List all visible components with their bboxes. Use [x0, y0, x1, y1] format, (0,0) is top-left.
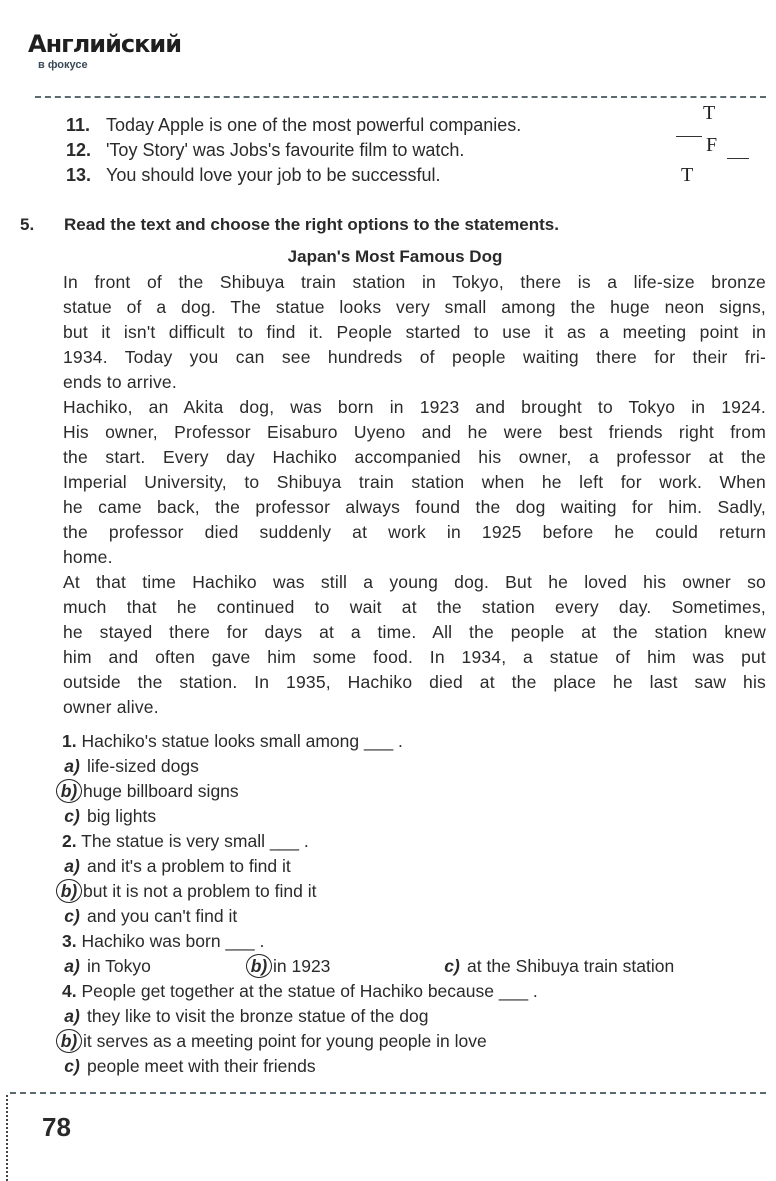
option-text: but it is not a problem to find it — [83, 881, 317, 901]
question-stem — [62, 729, 674, 754]
text-line: home. — [63, 547, 113, 567]
option-letter[interactable]: c) — [444, 956, 460, 976]
option-text: they like to visit the bronze statue of the dog — [87, 1006, 429, 1026]
option-text: in 1923 — [273, 956, 331, 976]
footer-divider — [10, 1092, 766, 1094]
tf-item-11 — [66, 113, 521, 138]
item-number: 13. — [66, 165, 92, 185]
answer-option[interactable] — [62, 1029, 674, 1054]
question-number: 4. — [62, 981, 77, 1001]
option-letter[interactable]: c) — [64, 906, 80, 926]
options-row — [62, 954, 674, 979]
question-number: 2. — [62, 831, 77, 851]
question-number: 3. — [62, 931, 77, 951]
text-line: ends to arrive. — [63, 372, 177, 392]
circled-option-letter[interactable]: b) — [246, 954, 272, 978]
option-letter[interactable]: a) — [64, 856, 80, 876]
answer-option[interactable] — [62, 1004, 674, 1029]
circled-option-letter[interactable]: b) — [56, 779, 82, 803]
option-text: huge billboard signs — [83, 781, 239, 801]
option-letter[interactable]: a) — [64, 1006, 80, 1026]
questions — [62, 729, 674, 1079]
item-text: Today Apple is one of the most powerful companies. — [106, 115, 522, 135]
question-number: 1. — [62, 731, 77, 751]
answer-option[interactable] — [252, 954, 442, 979]
answer-option[interactable] — [62, 954, 252, 979]
item-text: You should love your job to be successful. — [106, 165, 441, 185]
answer-option[interactable] — [62, 1054, 674, 1079]
question-text: The statue is very small ___ . — [81, 831, 309, 851]
text-line: 1934. Today you can see hundreds of people waiting there for their fri- — [63, 347, 766, 367]
tf-item-12 — [66, 138, 464, 163]
text-line: the start. Every day Hachiko accompanied his owner, a professor at the — [63, 447, 766, 467]
answer-option[interactable] — [62, 854, 674, 879]
question-text: Hachiko's statue looks small among ___ . — [81, 731, 403, 751]
header-divider — [35, 96, 766, 98]
question-text: Hachiko was born ___ . — [81, 931, 265, 951]
option-text: big lights — [87, 806, 157, 826]
question-stem — [62, 829, 674, 854]
option-letter[interactable]: c) — [64, 806, 80, 826]
text-line: owner alive. — [63, 697, 159, 717]
answer-option[interactable] — [62, 804, 674, 829]
answer-option[interactable] — [62, 754, 674, 779]
text-line: but it isn't difficult to find it. People started to use it as a meeting point in — [63, 322, 766, 342]
text-line: statue of a dog. The statue looks very small among the huge neon signs, — [63, 297, 766, 317]
option-text: and you can't find it — [87, 906, 238, 926]
answer-mark-12[interactable]: F — [706, 134, 718, 156]
text-line: outside the station. In 1935, Hachiko died at the place he last saw his — [63, 672, 766, 692]
answer-blank — [727, 158, 749, 159]
option-text: life-sized dogs — [87, 756, 199, 776]
answer-mark-11[interactable]: T — [703, 102, 716, 124]
reading-text — [63, 270, 766, 720]
text-line: much that he continued to wait at the station every day. Sometimes, — [63, 597, 766, 617]
text-line: In front of the Shibuya train station in Tokyo, there is a life-size bronze — [63, 272, 766, 292]
option-text: and it's a problem to find it — [87, 856, 291, 876]
margin-dots — [6, 1095, 8, 1181]
option-letter[interactable]: a) — [64, 756, 80, 776]
question-stem — [62, 979, 674, 1004]
text-line: Imperial University, to Shibuya train station when he left for work. When — [63, 472, 766, 492]
text-line: Hachiko, an Akita dog, was born in 1923 and brought to Tokyo in 1924. — [63, 397, 766, 417]
text-line: he stayed there for days at a time. All the people at the station knew — [63, 622, 766, 642]
logo-subtitle: в фокусе — [38, 59, 88, 71]
item-number: 12. — [66, 140, 92, 160]
text-line: His owner, Professor Eisaburo Uyeno and he were best friends right from — [63, 422, 766, 442]
option-text: it serves as a meeting point for young people in love — [83, 1031, 487, 1051]
question-stem — [62, 929, 674, 954]
text-line: he came back, the professor always found the dog waiting for him. Sadly, — [63, 497, 766, 517]
item-number: 11. — [66, 115, 91, 135]
text-line: the professor died suddenly at work in 1925 before he could return — [63, 522, 766, 542]
item-text: 'Toy Story' was Jobs's favourite film to watch. — [106, 140, 465, 160]
textbook-logo — [28, 30, 181, 72]
text-line: At that time Hachiko was still a young dog. But he loved his owner so — [63, 572, 766, 592]
answer-option[interactable] — [62, 879, 674, 904]
circled-option-letter[interactable]: b) — [56, 879, 82, 903]
option-text: at the Shibuya train station — [467, 956, 675, 976]
answer-option[interactable] — [62, 779, 674, 804]
answer-mark-13[interactable]: T — [681, 164, 694, 186]
page-number: 78 — [42, 1112, 71, 1142]
option-text: people meet with their friends — [87, 1056, 316, 1076]
task-instruction: Read the text and choose the right options to the statements. — [64, 215, 559, 234]
text-title: Japan's Most Famous Dog — [287, 247, 503, 266]
answer-option[interactable] — [442, 954, 674, 979]
circled-option-letter[interactable]: b) — [56, 1029, 82, 1053]
option-letter[interactable]: a) — [64, 956, 80, 976]
option-letter[interactable]: c) — [64, 1056, 80, 1076]
question-text: People get together at the statue of Hachiko because ___ . — [81, 981, 538, 1001]
task-heading — [20, 214, 559, 236]
answer-blank — [676, 136, 702, 137]
tf-item-13 — [66, 163, 441, 188]
answer-option[interactable] — [62, 904, 674, 929]
option-text: in Tokyo — [87, 956, 151, 976]
text-line: him and often gave him some food. In 1934, a statue of him was put — [63, 647, 766, 667]
task-number: 5. — [20, 215, 35, 234]
logo-title: Английский — [28, 30, 182, 58]
